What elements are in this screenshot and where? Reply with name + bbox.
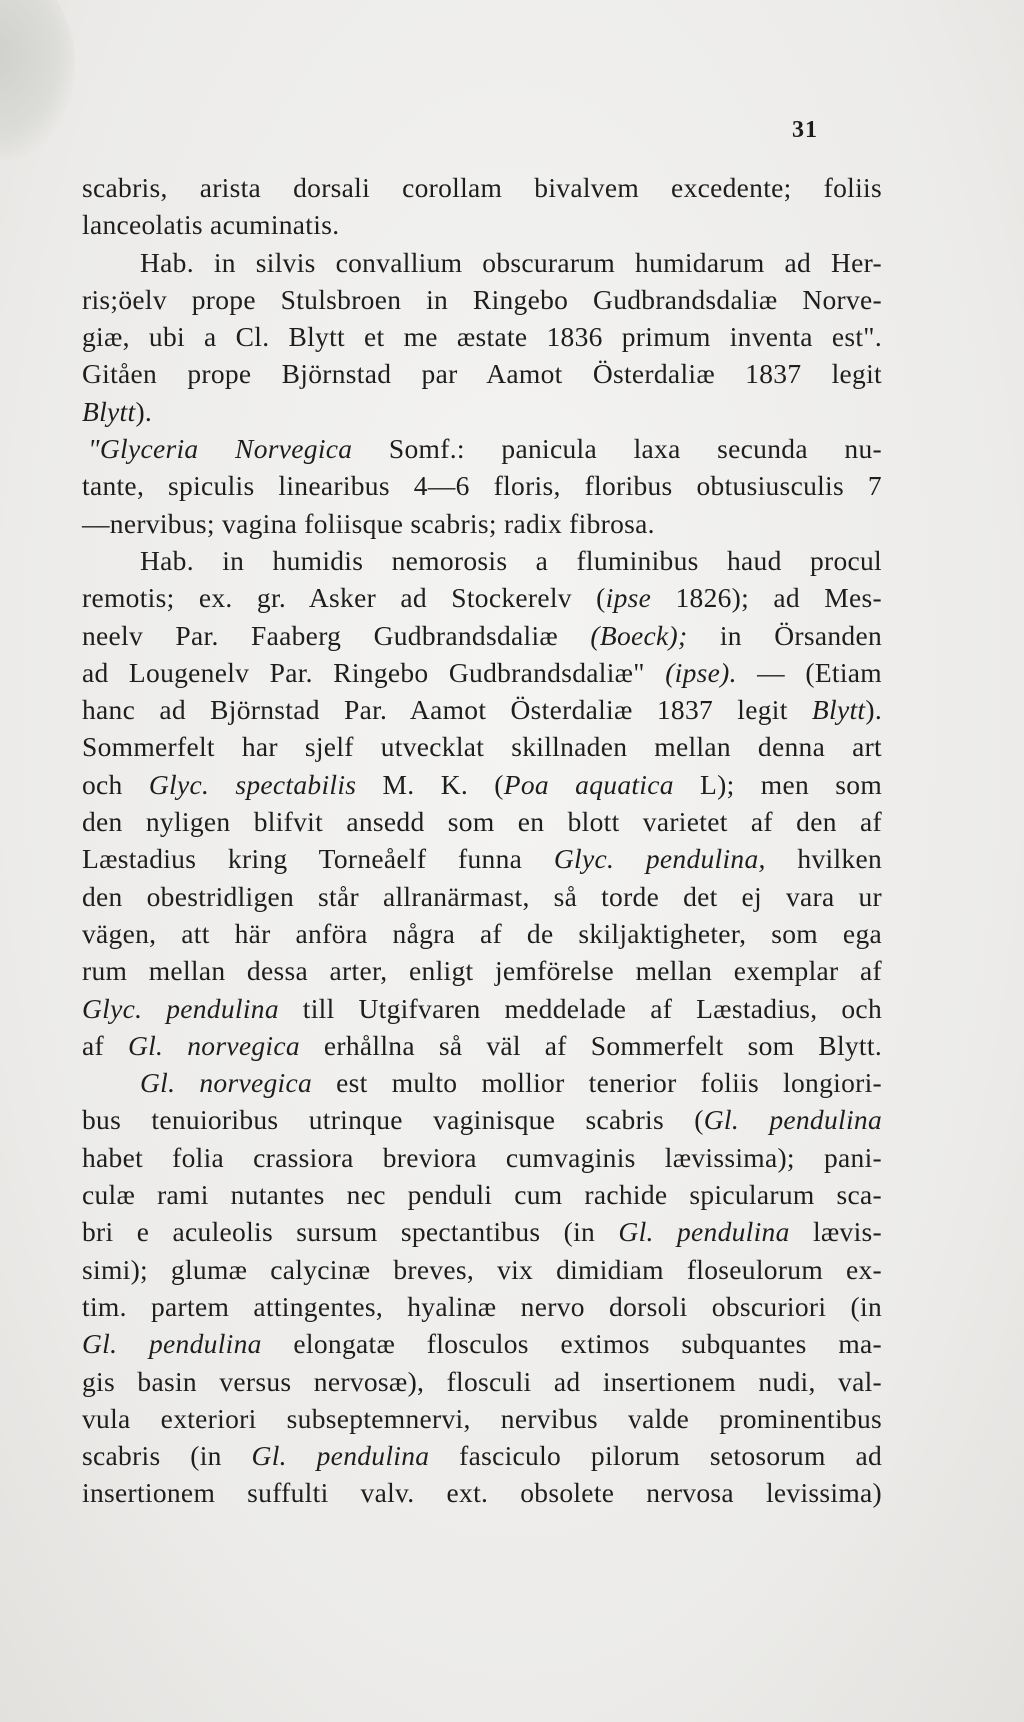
text-line [82, 1101, 882, 1138]
text-line [82, 1064, 882, 1101]
text-run: till Utgifvaren meddelade af Læstadius, och [278, 992, 882, 1024]
text-line [82, 691, 882, 728]
text-line [82, 169, 882, 206]
text-run: simi); glumæ calycinæ breves, vix dimidiam floseulorum ex- [82, 1253, 882, 1285]
text-line [82, 505, 882, 542]
text-line [82, 766, 882, 803]
body-text [82, 169, 882, 1512]
text-run: ). [865, 694, 882, 726]
text-run: bus tenuioribus utrinque vaginisque scabris ( [82, 1104, 704, 1136]
text-run: habet folia crassiora breviora cumvaginis lævissima); pani- [82, 1141, 882, 1173]
italic-text-run: Blytt [811, 694, 866, 726]
text-line [82, 915, 882, 952]
page-number: 31 [792, 117, 818, 143]
text-line [82, 393, 882, 430]
text-run: ). [135, 395, 153, 427]
text-line [82, 952, 882, 989]
text-line [82, 878, 882, 915]
italic-text-run: Gl. pendulina [82, 1328, 262, 1360]
italic-text-run: "Glyceria Norvegica [88, 433, 353, 465]
text-line [82, 728, 882, 765]
text-line [82, 803, 882, 840]
italic-text-run: Glyc. pendulina [82, 992, 279, 1024]
italic-text-run: (ipse). [665, 656, 737, 688]
text-run: — (Etiam [736, 656, 882, 688]
text-run: lævis- [789, 1216, 882, 1248]
text-run: est multo mollior tenerior foliis longiori- [312, 1067, 882, 1099]
text-line [82, 1213, 882, 1250]
text-line [82, 1288, 882, 1325]
text-run: ad Lougenelv Par. Ringebo Gudbrandsdaliæ" [82, 656, 666, 688]
text-run: Hab. in silvis convallium obscurarum humidarum ad Her- [140, 246, 882, 278]
text-run: den nyligen blifvit ansedd som en blott varietet af den af [82, 806, 882, 838]
text-run: bri e aculeolis sursum spectantibus (in [82, 1216, 619, 1248]
text-run: gis basin versus nervosæ), flosculi ad insertionem nudi, val- [82, 1365, 882, 1397]
italic-text-run: Gl. norvegica [127, 1029, 300, 1061]
text-run: tante, spiculis linearibus 4—6 floris, floribus obtusiusculis 7 [82, 470, 882, 502]
text-run: —nervibus; vagina foliisque scabris; radix fibrosa. [82, 507, 655, 539]
text-run: culæ rami nutantes nec penduli cum rachide spicularum sca- [82, 1179, 882, 1211]
text-run: giæ, ubi a Cl. Blytt et me æstate 1836 primum inventa est". [82, 321, 882, 353]
text-run: tim. partem attingentes, hyalinæ nervo dorsoli obscuriori (in [82, 1290, 882, 1322]
italic-text-run: Gl. pendulina [618, 1216, 790, 1248]
text-line [82, 579, 882, 616]
text-run: scabris (in [82, 1440, 252, 1472]
text-line [82, 1400, 882, 1437]
text-line [82, 281, 882, 318]
text-line [82, 1251, 882, 1288]
text-line [82, 654, 882, 691]
italic-text-run: Poa aquatica [503, 768, 674, 800]
text-run: scabris, arista dorsali corollam bivalvem excedente; foliis [82, 172, 882, 203]
text-run: Gitåen prope Björnstad par Aamot Österdaliæ 1837 legit [82, 358, 882, 390]
text-line [82, 1139, 882, 1176]
text-line [82, 1325, 882, 1362]
text-line [82, 430, 882, 467]
italic-text-run: Blytt [82, 395, 136, 427]
text-line [82, 244, 882, 281]
text-run: remotis; ex. gr. Asker ad Stockerelv ( [82, 582, 606, 614]
text-run: in Örsanden [719, 619, 882, 651]
text-run: lanceolatis acuminatis. [82, 209, 340, 241]
italic-text-run: Gl. norvegica [140, 1067, 313, 1099]
text-run: M. K. ( [356, 768, 504, 800]
text-run: 1826); ad Mes- [651, 582, 882, 614]
text-run: Somf.: panicula laxa secunda nu- [352, 433, 882, 465]
text-run: Sommerfelt har sjelf utvecklat skillnaden mellan denna art [82, 731, 882, 763]
italic-text-run: Gl. pendulina [251, 1440, 430, 1472]
text-line [82, 355, 882, 392]
text-run: Hab. in humidis nemorosis a fluminibus haud procul [140, 544, 882, 576]
text-run: neelv Par. Faaberg Gudbrandsdaliæ [82, 619, 591, 651]
text-run: Læstadius kring Torneåelf funna [82, 843, 554, 875]
text-run: rum mellan dessa arter, enligt jemförelse mellan exemplar af [82, 955, 882, 987]
text-line [82, 1176, 882, 1213]
text-run: ris;öelv prope Stulsbroen in Ringebo Gudbrandsdaliæ Norve- [82, 283, 882, 315]
italic-text-run: Glyc. pendulina, [553, 843, 766, 875]
italic-text-run: ipse [605, 582, 652, 614]
text-run: fasciculo pilorum setosorum ad [429, 1440, 883, 1472]
text-line [82, 467, 882, 504]
text-run: hvilken [765, 843, 883, 875]
text-line [82, 1474, 882, 1511]
text-run: och [82, 768, 149, 800]
text-run: vula exteriori subseptemnervi, nervibus valde prominentibus [82, 1402, 882, 1434]
text-line [82, 840, 882, 877]
text-run: L); men som [673, 768, 883, 800]
text-line [82, 1363, 882, 1400]
text-line [82, 617, 882, 654]
text-line [82, 1027, 882, 1064]
text-run: af [82, 1029, 128, 1061]
text-line [82, 1437, 882, 1474]
italic-text-run: Gl. pendulina [703, 1104, 883, 1136]
text-run: den obestridligen står allranärmast, så torde det ej vara ur [82, 880, 882, 912]
text-line [82, 990, 882, 1027]
text-run: insertionem suffulti valv. ext. obsolete nervosa levissima) [82, 1477, 882, 1509]
text-run: hanc ad Björnstad Par. Aamot Österdaliæ 1837 legit [82, 694, 812, 726]
text-line [82, 318, 882, 355]
text-run: erhållna så väl af Sommerfelt som Blytt. [299, 1029, 882, 1061]
text-run: elongatæ flosculos extimos subquantes ma- [261, 1328, 882, 1360]
page-corner-shadow [0, 0, 75, 160]
italic-text-run: Glyc. spectabilis [148, 768, 357, 800]
text-line [82, 542, 882, 579]
italic-text-run: (Boeck); [590, 619, 720, 651]
text-run: vägen, att här anföra några af de skiljaktigheter, som ega [82, 917, 882, 949]
text-line [82, 206, 882, 243]
